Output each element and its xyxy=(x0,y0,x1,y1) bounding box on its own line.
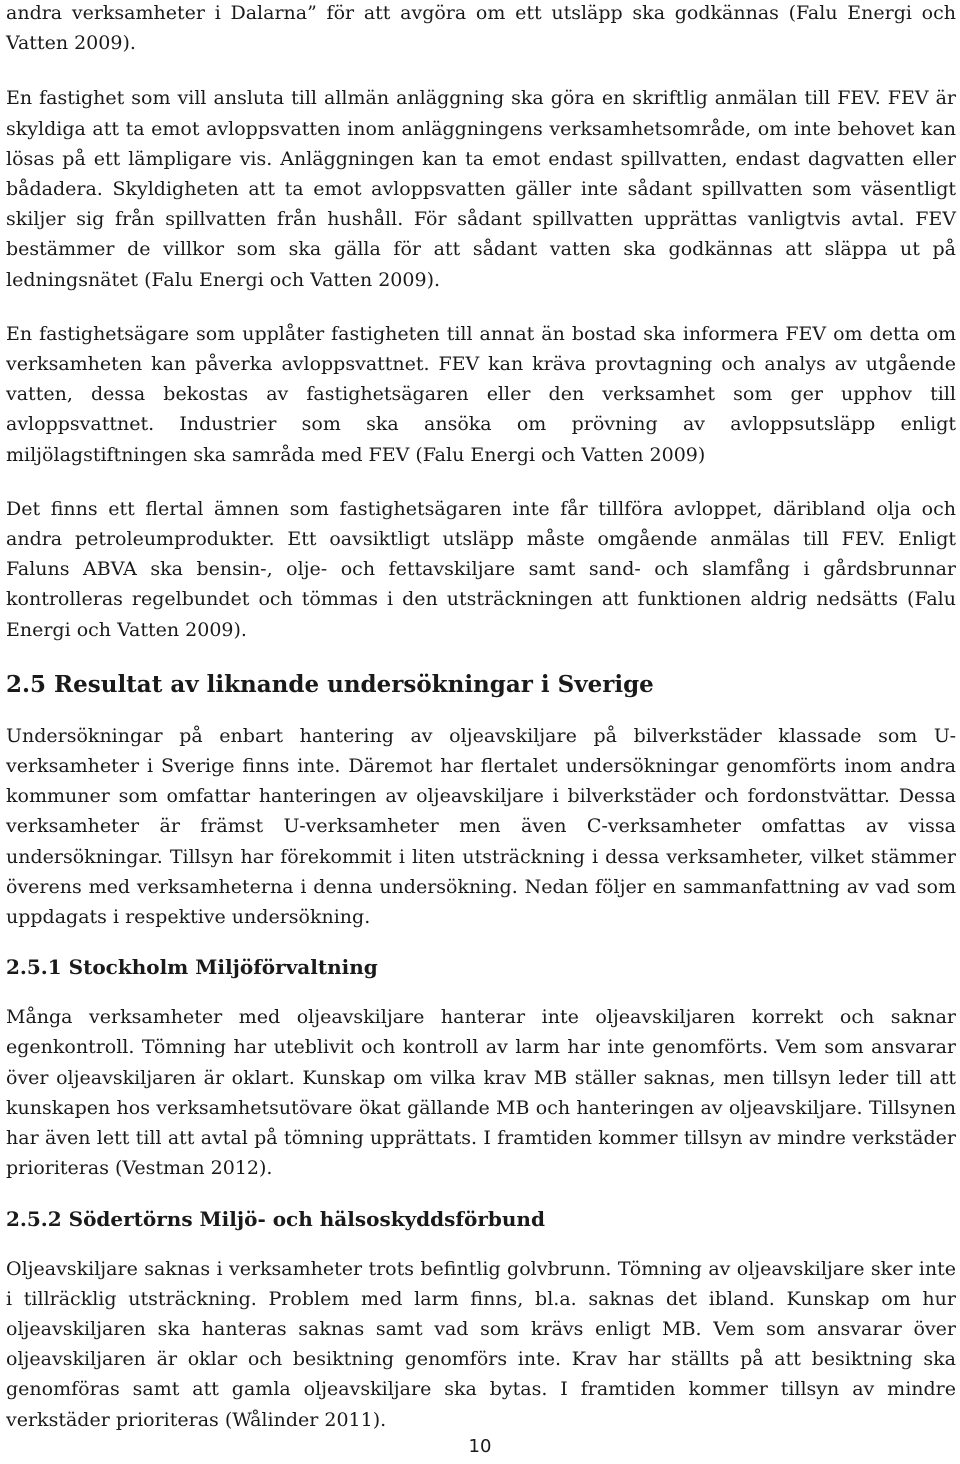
page-number: 10 xyxy=(468,1436,492,1457)
paragraph-continuation: andra verksamheter i Dalarna” för att avgöra om ett utsläpp ska godkännas (Falu Energi och Vatten 2009). xyxy=(6,2,956,55)
subsection-heading-2-5-1: 2.5.1 Stockholm Miljöförvaltning xyxy=(6,955,378,980)
paragraph-stockholm: Många verksamheter med oljeavskiljare hanterar inte oljeavskiljaren korrekt och saknar egenkontroll. Tömning har uteblivit och kontroll av larm har inte genomförts. Vem som ansvarar över oljeavskiljaren är oklart. Kunskap om vilka krav MB ställer saknas, men tillsyn leder till att kunskapen hos verksamhetsutövare ökat gällande MB och hanteringen av oljeavskiljare. Tillsynen har även lett till att avtal på tömning upprättats. I framtiden kommer tillsyn av mindre verkstäder prioriteras (Vestman 2012). xyxy=(6,1006,956,1180)
paragraph-sodertorn: Oljeavskiljare saknas i verksamheter trots befintlig golvbrunn. Tömning av oljeavskiljare sker inte i tillräcklig utsträckning. Problem med larm finns, bl.a. saknas det ibland. Kunskap om hur oljeavskiljaren ska hanteras saknas samt vad som krävs enligt MB. Vem som ansvarar över oljeavskiljaren är oklar och besiktning genomförs inte. Krav har ställts på att besiktning ska genomföras samt att gamla oljeavskiljare ska bytas. I framtiden kommer tillsyn av mindre verkstäder prioriteras (Wålinder 2011). xyxy=(6,1257,956,1431)
paragraph-anslutning: En fastighet som vill ansluta till allmän anläggning ska göra en skriftlig anmälan till FEV. FEV är skyldiga att ta emot avloppsvatten inom anläggningens verksamhetsområde, om inte behovet kan lösas på ett lämpligare vis. Anläggningen kan ta emot endast spillvatten, endast dagvatten eller bådadera. Skyldigheten att ta emot avloppsvatten gäller inte sådant spillvatten som väsentligt skiljer sig från spillvatten från hushåll. För sådant spillvatten upprättas vanligtvis avtal. FEV bestämmer de villkor som ska gälla för att sådant vatten ska godkännas att släppa ut på ledningsnätet (Falu Energi och Vatten 2009). xyxy=(6,87,956,291)
document-page xyxy=(6,0,956,1435)
subsection-heading-2-5-2: 2.5.2 Södertörns Miljö- och hälsoskyddsförbund xyxy=(6,1206,545,1231)
paragraph-amnen: Det finns ett flertal ämnen som fastighetsägaren inte får tillföra avloppet, däribland olja och andra petroleumprodukter. Ett oavsiktligt utsläpp måste omgående anmälas till FEV. Enligt Faluns ABVA ska bensin-, olje- och fettavskiljare samt sand- och slamfång i gårdsbrunnar kontrolleras regelbundet och tömmas i den utsträckningen att funktionen aldrig nedsätts (Falu Energi och Vatten 2009). xyxy=(6,497,956,641)
paragraph-undersokningar: Undersökningar på enbart hantering av oljeavskiljare på bilverkstäder klassade som U-verksamheter i Sverige finns inte. Däremot har flertalet undersökningar genomförts inom andra kommuner som omfattar hanteringen av oljeavskiljare i bilverkstäder och fordonstvättar. Dessa verksamheter är främst U-verksamheter men även C-verksamheter omfattas av vissa undersökningar. Tillsyn har förekommit i liten utsträckning i dessa verksamheter, vilket stämmer överens med verksamheterna i denna undersökning. Nedan följer en sammanfattning av vad som uppdagats i respektive undersökning. xyxy=(6,724,956,929)
section-heading-2-5: 2.5 Resultat av liknande undersökningar i Sverige xyxy=(6,670,654,698)
paragraph-fastighetsagare: En fastighetsägare som upplåter fastigheten till annat än bostad ska informera FEV om detta om verksamheten kan påverka avloppsvattnet. FEV kan kräva provtagning och analys av utgående vatten, dessa bekostas av fastighetsägaren eller den verksamhet som ger upphov till avloppsvattnet. Industrier som ska ansöka om prövning av avloppsutsläpp enligt miljölagstiftningen ska samråda med FEV (Falu Energi och Vatten 2009) xyxy=(6,322,956,466)
